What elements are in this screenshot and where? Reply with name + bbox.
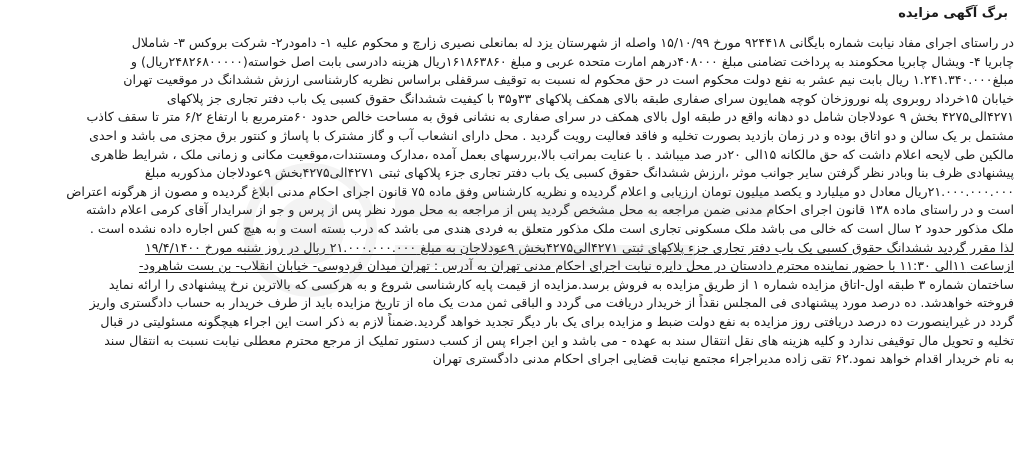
- notice-line: تخلیه و تحویل مال توقیفی ندارد و کلیه هزینه های نقل انتقال سند به عهده - می باشد و این اجراء پس از کسب دستور تملیک از مرجع محترم معطلی نیابت نسبت به انتقال سند: [104, 332, 1014, 348]
- notice-line: فروخته خواهدشد. ده درصد مورد پیشنهادی فی المجلس نقداً از خریدار دریافت می گردد و الباقی ثمن مدت یک ماه از تاریخ مزایده باید از طرف خریدار به حساب دادگستری واریز: [89, 295, 1014, 311]
- notice-line: مشتمل بر یک سالن و دو اتاق بوده و در زمان بازدید بصورت تخلیه و فاقد فعالیت رویت گردید . محل دارای انشعاب آب و گاز مشترک با پاساژ و کنتور برق مجزی می باشد و احدی: [89, 127, 1014, 143]
- notice-line: است و در راستای ماده ۱۳۸ قانون اجرای احکام مدنی ضمن مراجعه به محل مشخص گردید پس از مراجعه به محل مورد نظر پس از پرس و جو از سرایدار آقای کرمی اعلام داشته: [85, 202, 1014, 218]
- notice-line-auction-terms: لذا مقرر گردید ششدانگ حقوق کسبی یک باب دفتر تجاری جزء پلاکهای ثبتی ۴۲۷۱الی۴۲۷۵بخش ۹عودلاجان به مبلغ ۲۱.۰۰۰.۰۰۰.۰۰۰ ریال در روز شنبه مورخ ۱۹/۴/۱۴۰۰: [145, 239, 1014, 255]
- notice-line-signature: به نام خریدار اقدام خواهد نمود.۶۲ تقی زاده مدیراجراء مجتمع نیابت قضایی اجرای احکام مدنی دادگستری تهران: [432, 351, 1014, 367]
- notice-line: ۲۱.۰۰۰.۰۰۰.۰۰۰ریال معادل دو میلیارد و یکصد میلیون تومان ارزیابی و اعلام گردیده و نظریه کارشناس وفق ماده ۷۵ قانون اجرای احکام مدنی ابلاغ گردیده و مصون از هرگونه اعتراض: [66, 183, 1014, 199]
- notice-line: گردد در غیراینصورت ده درصد دریافتی روز مزایده به نفع دولت ضبط و مزایده برای یک بار دیگر تجدید خواهد گردید.ضمناً لازم به ذکر است این اجراء هیچگونه مسئولیتی در قبال: [100, 313, 1014, 329]
- notice-line: مالکین طی لایحه اعلام داشت که حق مالکانه ۱۵الی ۲۰در صد میباشد . با عنایت بمراتب بالا،بررسهای بعمل آمده ،مدارک ومستندات،موقعیت مکانی و زمانی ملک ، شرایط ظاهری: [90, 146, 1014, 162]
- notice-line: مبلغ۱.۲۴۱.۳۴۰.۰۰۰ ریال بابت نیم عشر به نفع دولت محکوم است در حق محکوم له نسبت به توقیف سرقفلی براساس نظریه کارشناسی ارزش ششدانگ در موقعیت تهران: [123, 72, 1014, 88]
- notice-line: خیابان ۱۵خرداد روبروی پله نوروزخان کوچه همایون سرای صفاری طبقه بالای همکف پلاکهای ۳۳و۳۵ با کیفیت ششدانگ حقوق کسبی یک باب دفتر تجاری جز پلاکهای: [166, 90, 1014, 106]
- notice-line: ملک مذکور حدود ۲ سال است که خالی می باشد ملک مسکونی تجاری است ملک مذکور متعلق به فردی هندی می باشد که درب بسته است و به هیچ کس اجاره داده نشده است .: [89, 220, 1014, 236]
- notice-line: چابریا ۴- ویشال چابریا محکومند به پرداخت تضامنی مبلغ ۴۰۸۰۰۰درهم امارت متحده عربی و مبلغ ۱۶۱۸۶۳۸۶۰ریال هزینه دادرسی بابت اصل خواسته(۲۴۸۲۶۸۰۰۰۰۰ریال) و: [130, 53, 1014, 69]
- notice-line: در راستای اجرای مفاد نیابت شماره بایگانی ۹۲۴۴۱۸ مورخ ۱۵/۱۰/۹۹ واصله از شهرستان یزد له بمانعلی نصیری زارچ و محکوم علیه ۱- دامودر۲- شرکت بروکس ۳- شاملال: [131, 35, 1014, 50]
- notice-line: ساختمان شماره ۳ طبقه اول-اتاق مزایده شماره ۱ از طریق مزایده به فروش برسد.مزایده از قیمت پایه کارشناسی شروع و به هرکسی که بالاترین نرخ پیشنهادی را ارائه نماید: [108, 276, 1014, 292]
- notice-line: ۴۲۷۱الی۴۲۷۵ بخش ۹ عودلاجان شامل دو دهانه واقع در طبقه اول بالای همکف در سرای صفاری به نشانی فوق به مساحت خالص حدود ۶۰مترمربع با ارتفاع ۶/۲ متر تا سقف کاذب: [86, 109, 1014, 125]
- notice-line: پیشنهادی ظرف بنا وبادر نظر گرفتن سایر جوانب موثر ،ارزش ششدانگ حقوق کسبی یک باب دفتر تجاری جزء پلاکهای ثبتی ۴۲۷۱الی۴۲۷۵بخش ۹عودلاجان مذکوربه مبلغ: [144, 165, 1014, 181]
- notice-title: برگ آگهی مزایده: [898, 6, 1008, 21]
- notice-body: [10, 34, 1014, 369]
- notice-line-auction-time: ازساعت ۱۱الی ۱۱:۳۰ با حضور نماینده محترم دادستان در محل دایره نیابت اجرای احکام مدنی تهران به آدرس : تهران میدان فردوسی- خیابان انقلاب- بن بست شاهرود-: [138, 258, 1014, 274]
